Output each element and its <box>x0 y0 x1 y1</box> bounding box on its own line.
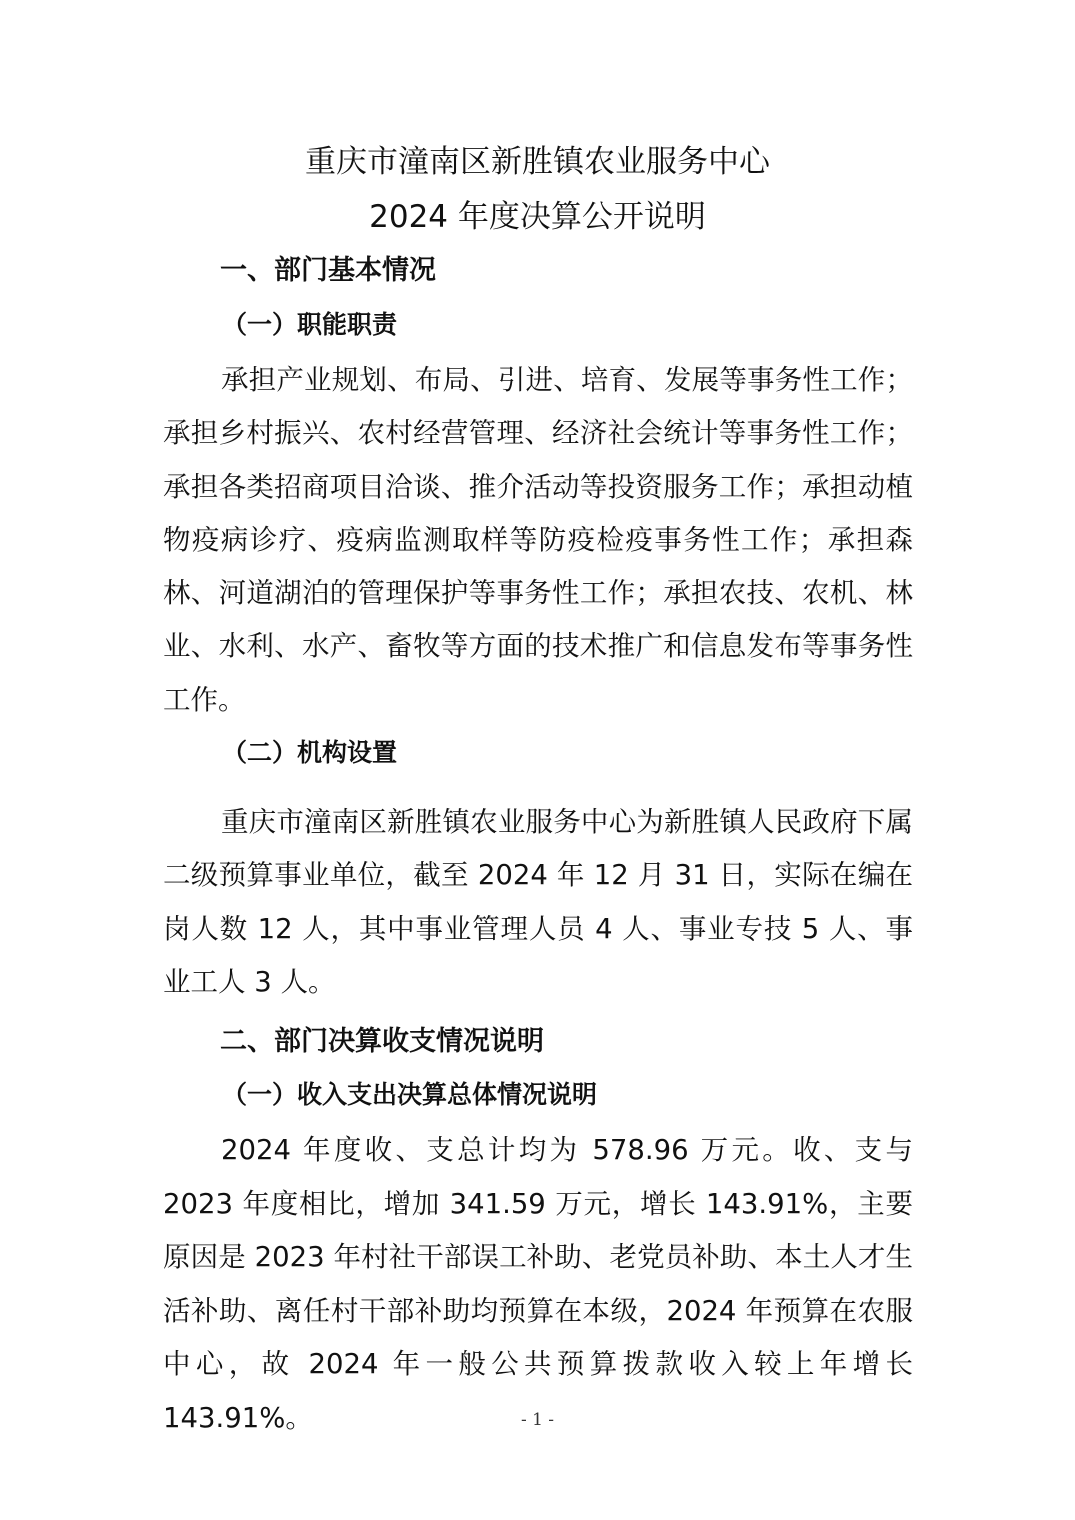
section1-heading: 一、部门基本情况 <box>220 255 436 286</box>
document-title-line1: 重庆市潼南区新胜镇农业服务中心 <box>305 144 770 180</box>
section2-heading: 二、部门决算收支情况说明 <box>220 1026 544 1057</box>
document-title-line2: 2024 年度决算公开说明 <box>369 199 706 235</box>
section2-sub1-heading: （一）收入支出决算总体情况说明 <box>222 1080 598 1109</box>
page-number: - 1 - <box>520 1410 555 1430</box>
section2-sub1-body: 2024 年度收、支总计均为 578.96 万元。收、支与 2023 年度相比，增加 341.59 万元，增长 143.91%，主要原因是 2023 年村社干部误工补助、老党员补助、本土人才生活补助、离任村干部补助均预算在本级，2024 年预算在农服中心，故 2024 年一般公共预算拨款收入较上年增长 143.91%。 <box>163 1134 913 1434</box>
section1-sub1-body: 承担产业规划、布局、引进、培育、发展等事务性工作；承担乡村振兴、农村经营管理、经济社会统计等事务性工作；承担各类招商项目洽谈、推介活动等投资服务工作；承担动植物疫病诊疗、疫病监测取样等防疫检疫事务性工作；承担森林、河道湖泊的管理保护等事务性工作；承担农技、农机、林业、水利、水产、畜牧等方面的技术推广和信息发布等事务性工作。 <box>163 364 913 716</box>
section1-sub1-heading: （一）职能职责 <box>222 310 398 339</box>
section1-sub2-body: 重庆市潼南区新胜镇农业服务中心为新胜镇人民政府下属二级预算事业单位，截至 2024 年 12 月 31 日，实际在编在岗人数 12 人，其中事业管理人员 4 人、事业专技 5 人、事业工人 3 人。 <box>163 806 913 998</box>
section1-sub2-heading: （二）机构设置 <box>222 738 398 767</box>
